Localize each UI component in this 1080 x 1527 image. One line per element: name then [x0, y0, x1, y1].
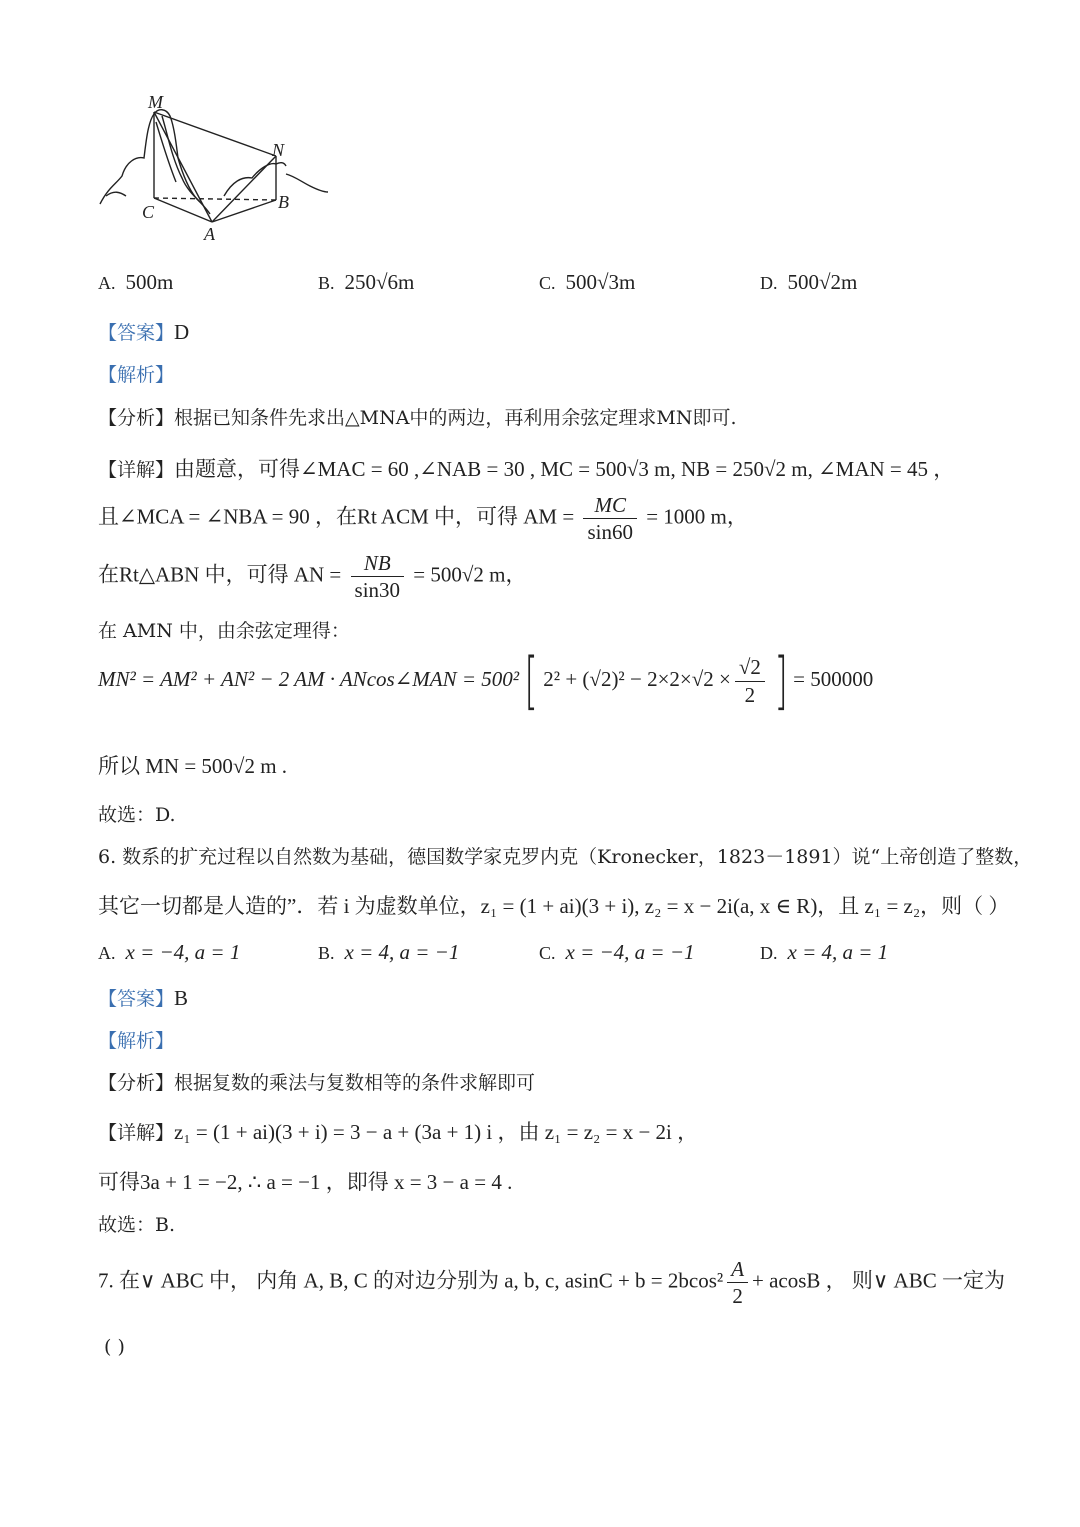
q6-xiangjie-line1: 【详解】z₁ = (1 + ai)(3 + i) = 3 − a + (3a + 1) i ，由 z₁ = z₂ = x − 2i ， — [98, 1120, 699, 1144]
q6-stem-line1: 6. 数系的扩充过程以自然数为基础，德国数学家克罗内克（Kronecker，1823－1891）说“上帝创造了整数， — [98, 846, 1033, 868]
label-c: C — [142, 202, 155, 222]
q5-line3: 在Rt△ABN 中，可得 AN = $\frac{NB}{\sin 30}$ = 500√2 m， — [98, 551, 527, 603]
q6-conclusion: 故选：B. — [98, 1214, 176, 1236]
q5-conclusion: 故选：D. — [98, 804, 176, 826]
q6-choice-c: C. x = −4, a = −1 — [539, 940, 695, 964]
q5-answer: 【答案】D — [98, 320, 190, 344]
q6-choice-a: A. x = −4, a = 1 — [98, 940, 241, 964]
q5-line5: MN² = AM² + AN² − 2 AM · ANcos∠MAN = 500²[ 2² + (√2)² − 2×2×√2 × $\frac{√2}{2}$ ] = 500000 — [98, 644, 874, 717]
q5-choices — [0, 270, 1080, 304]
q5-line2: 且∠MCA = ∠NBA = 90 ，在Rt ACM 中，可得 AM = $\frac{MC}{\sin 60}$ = 1000 m， — [98, 493, 748, 545]
q6-choices — [0, 940, 1080, 974]
q5-choice-d: D. 500√2m — [760, 270, 858, 294]
q5-line6: 所以 MN = 500√2 m . — [98, 754, 288, 778]
q5-choice-b: B. 250√6m — [318, 270, 415, 294]
q6-fenxi: 【分析】根据复数的乘法与复数相等的条件求解即可 — [98, 1072, 536, 1094]
q6-jiexi-label: 【解析】 — [98, 1030, 175, 1052]
label-b: B — [278, 192, 289, 212]
label-n: N — [272, 140, 285, 160]
q6-line2: 可得3a + 1 = −2, ∴ a = −1 ，即得 x = 3 − a = 4 . — [98, 1170, 513, 1194]
label-a: A — [204, 224, 215, 244]
q6-choice-b: B. x = 4, a = −1 — [318, 940, 460, 964]
mountain-figure — [96, 92, 331, 244]
label-m: M — [148, 92, 163, 112]
q5-xiangjie-line1: 【详解】由题意，可得∠MAC = 60 ,∠NAB = 30 , MC = 500√3 m, NB = 250√2 m, ∠MAN = 45 ， — [98, 457, 955, 481]
q6-answer: 【答案】B — [98, 986, 189, 1010]
q5-choice-c: C. 500√3m — [539, 270, 636, 294]
q5-jiexi-label: 【解析】 — [98, 364, 175, 386]
q5-fenxi: 【分析】根据已知条件先求出△MNA中的两边，再利用余弦定理求MN即可. — [98, 407, 737, 429]
q6-choice-d: D. x = 4, a = 1 — [760, 940, 889, 964]
q7-paren: ( ) — [104, 1336, 125, 1358]
q5-choice-a: A. 500m — [98, 270, 174, 294]
q5-line4: 在 AMN 中，由余弦定理得： — [98, 620, 350, 642]
q7-stem: 7. 在∨ ABC 中， 内角 A, B, C 的对边分别为 a, b, c, asinC + b = 2bcos² $\frac{A}{2}$ + acosB ， 则∨ ABC 一定为 — [98, 1257, 1005, 1309]
q6-stem-line2: 其它一切都是人造的”．若 i 为虚数单位，z₁ = (1 + ai)(3 + i), z₂ = x − 2i(a, x ∈ R)，且 z₁ = z₂，则（ ） — [98, 894, 1010, 918]
